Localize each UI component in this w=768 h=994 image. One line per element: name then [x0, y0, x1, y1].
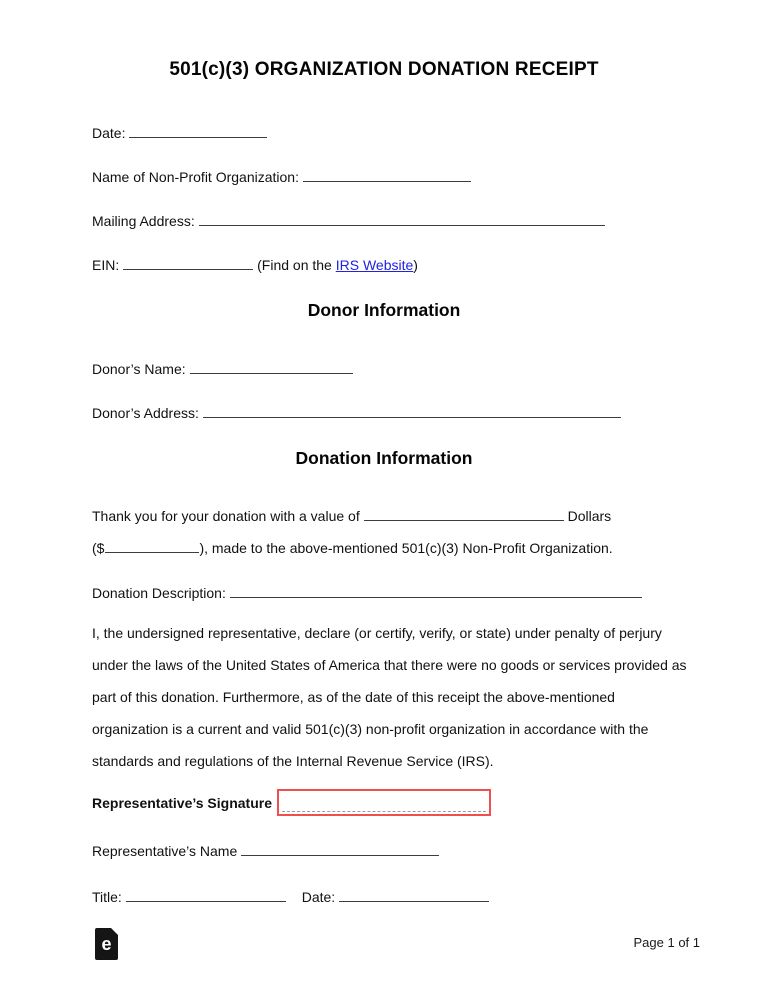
representative-signature-label: Representative’s Signature — [92, 794, 272, 811]
org-name-field-line — [303, 168, 471, 182]
representative-name-label: Representative’s Name — [92, 843, 238, 859]
signature-date-label: Date: — [301, 889, 336, 905]
ein-note-prefix: (Find on the — [257, 257, 332, 273]
org-name-label: Name of Non-Profit Organization: — [92, 169, 299, 185]
signature-date-field-line — [339, 888, 489, 902]
perjury-statement — [92, 617, 687, 777]
org-name-row — [92, 168, 471, 185]
legal-text-line: part of this donation. Furthermore, as of the date of this receipt the above-mentioned — [92, 689, 615, 705]
date-field-line — [129, 124, 267, 138]
ein-field-line — [123, 256, 253, 270]
date-row — [92, 124, 267, 141]
donor-name-field-line — [190, 360, 353, 374]
eforms-logo — [95, 928, 118, 960]
ein-note-suffix: ) — [413, 257, 418, 273]
page-title: 501(c)(3) ORGANIZATION DONATION RECEIPT — [169, 59, 599, 80]
page-number: Page 1 of 1 — [633, 935, 700, 950]
donor-name-row — [92, 360, 353, 377]
donation-value-suffix: Dollars — [567, 508, 612, 524]
mailing-address-field-line — [199, 212, 605, 226]
mailing-address-label: Mailing Address: — [92, 213, 195, 229]
representative-name-field-line — [241, 842, 439, 856]
donor-name-label: Donor’s Name: — [92, 361, 186, 377]
legal-text-line: standards and regulations of the Internal Revenue Service (IRS). — [92, 753, 494, 769]
legal-text-line: organization is a current and valid 501(c)(3) non-profit organization in accordance with the — [92, 721, 649, 737]
donation-amount-open: ($ — [92, 540, 105, 556]
donor-address-field-line — [203, 404, 621, 418]
donation-value-field-line — [364, 507, 564, 521]
donation-amount-row — [92, 539, 613, 556]
signature-field-line — [282, 811, 486, 812]
legal-text-line: I, the undersigned representative, declare (or certify, verify, or state) under penalty of perjury — [92, 625, 662, 641]
donation-amount-close: ), made to the above-mentioned 501(c)(3) Non-Profit Organization. — [199, 540, 613, 556]
donation-value-prefix: Thank you for your donation with a value of — [92, 508, 360, 524]
ein-row — [92, 256, 418, 273]
irs-website-link[interactable]: IRS Website — [335, 257, 414, 273]
representative-signature-row — [92, 789, 491, 816]
donation-value-row — [92, 507, 611, 524]
donation-amount-field-line — [105, 539, 199, 553]
donor-section-heading: Donor Information — [307, 300, 461, 320]
title-label: Title: — [92, 889, 122, 905]
donor-address-label: Donor’s Address: — [92, 405, 199, 421]
donation-description-label: Donation Description: — [92, 585, 226, 601]
donor-address-row — [92, 404, 621, 421]
date-label: Date: — [92, 125, 126, 141]
mailing-address-row — [92, 212, 605, 229]
legal-text-line: under the laws of the United States of America that there were no goods or services provided as — [92, 657, 687, 673]
representative-name-row — [92, 842, 439, 859]
ein-label: EIN: — [92, 257, 120, 273]
eforms-logo-letter: e — [101, 934, 112, 954]
donation-section-heading: Donation Information — [295, 448, 473, 468]
title-date-row — [92, 888, 489, 905]
donation-description-row — [92, 584, 642, 601]
title-field-line — [126, 888, 286, 902]
donation-description-field-line — [230, 584, 642, 598]
representative-signature-field[interactable] — [277, 789, 491, 816]
